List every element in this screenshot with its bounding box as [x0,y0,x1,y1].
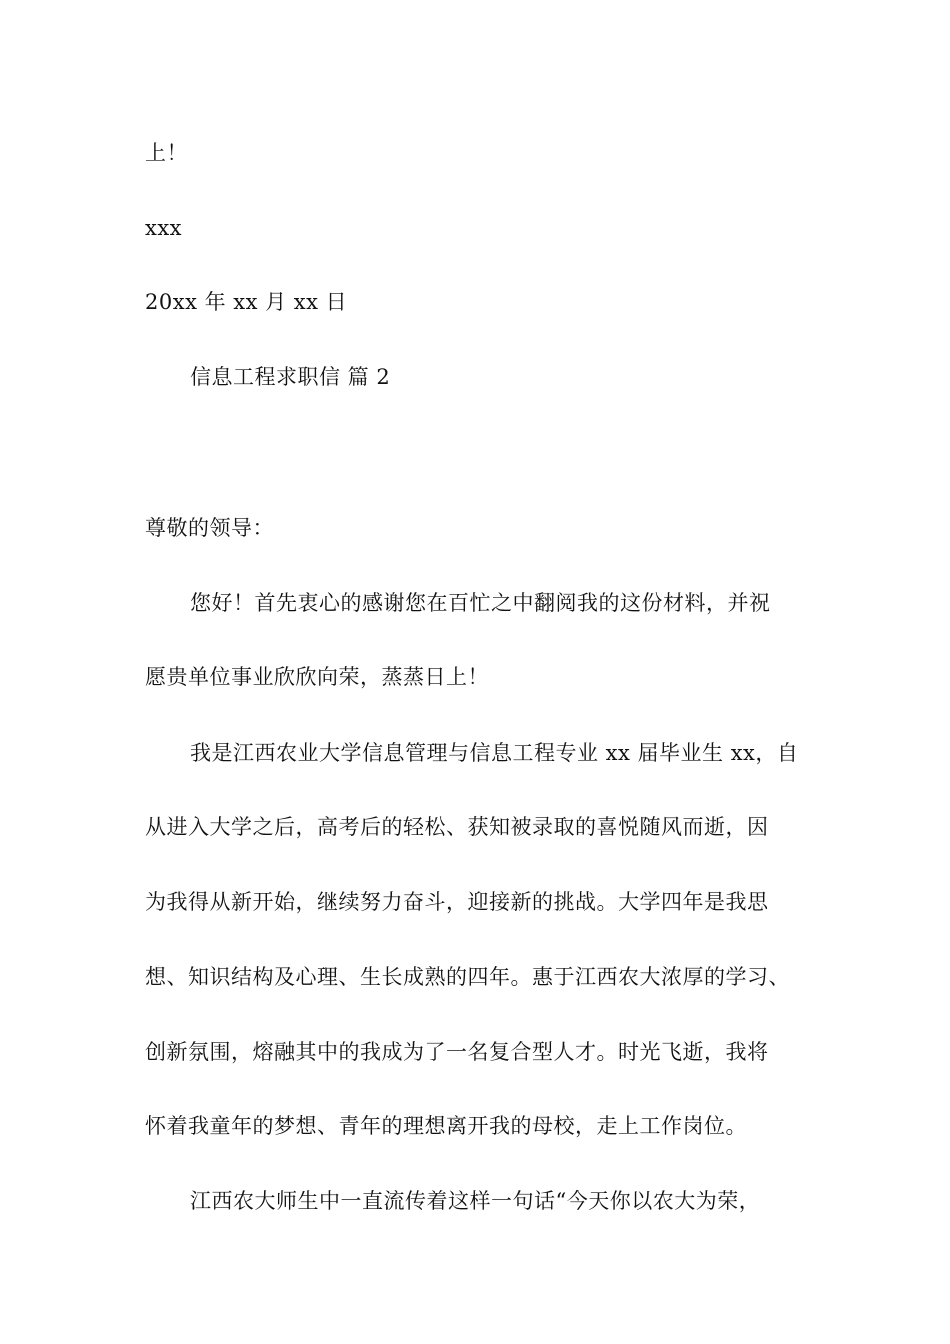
paragraph-line: 怀着我童年的梦想、青年的理想离开我的母校，走上工作岗位。 [145,1114,747,1138]
paragraph-line: 想、知识结构及心理、生长成熟的四年。惠于江西农大浓厚的学习、 [145,965,790,989]
signature: xxx [145,216,183,240]
paragraph-line: 创新氛围，熔融其中的我成为了一名复合型人才。时光飞逝，我将 [145,1040,769,1064]
paragraph-line: 您好！首先衷心的感谢您在百忙之中翻阅我的这份材料，并祝 [190,591,771,615]
paragraph-line: 我是江西农业大学信息管理与信息工程专业 xx 届毕业生 xx，自 [190,741,799,765]
section-title: 信息工程求职信 篇 2 [190,365,391,389]
salutation: 尊敬的领导： [145,516,274,540]
paragraph-line: 从进入大学之后，高考后的轻松、获知被录取的喜悦随风而逝，因 [145,815,769,839]
paragraph-line: 愿贵单位事业欣欣向荣，蒸蒸日上！ [145,665,489,689]
paragraph-line: 江西农大师生中一直流传着这样一句话“今天你以农大为荣， [190,1189,761,1213]
paragraph-line: 为我得从新开始，继续努力奋斗，迎接新的挑战。大学四年是我思 [145,890,769,914]
closing-line: 上！ [145,141,188,165]
date-line: 20xx 年 xx 月 xx 日 [145,290,348,314]
